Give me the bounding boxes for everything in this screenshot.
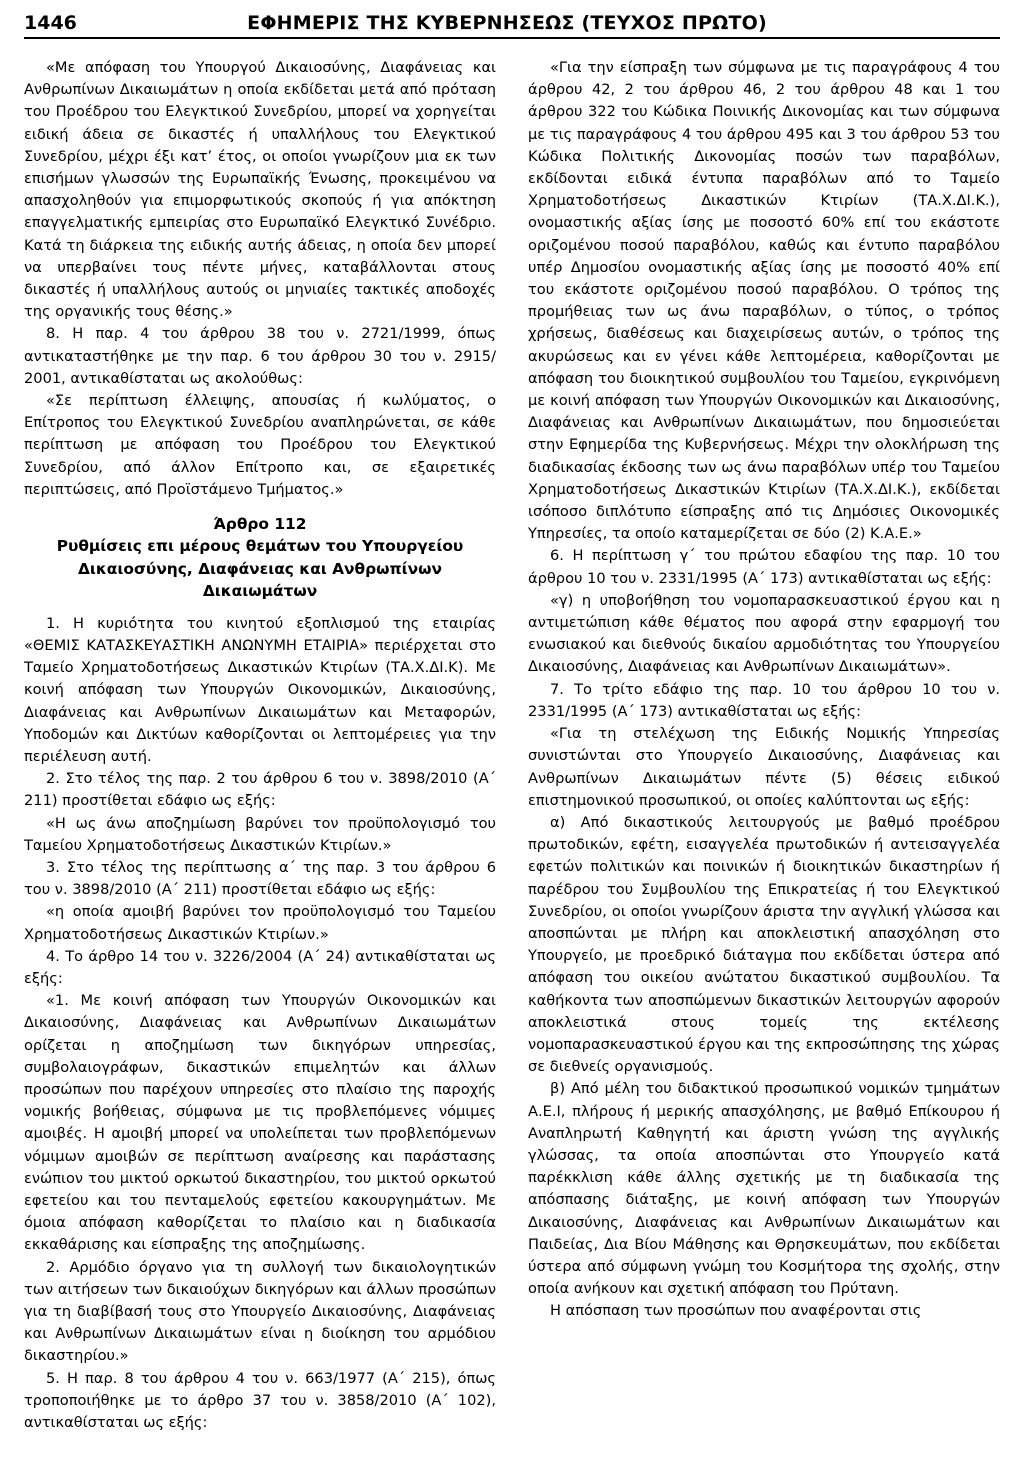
paragraph: 5. Η παρ. 8 του άρθρου 4 του ν. 663/1977 (Α΄ 215), όπως τροποποιήθηκε με το άρθρο 37 του ν. 3858/2010 (Α΄ 102), αντικαθίσταται ως εξής: [24, 1369, 496, 1431]
left-column [24, 57, 496, 1434]
paragraph: α) Από δικαστικούς λειτουργούς με βαθμό προέδρου πρωτοδικών, εφέτη, εισαγγελέα πρωτοδικών ή αντεισαγγελέα εφετών πολιτικών και ποινικών ή διοικητικών δικαστηρίων ή παρέδρου του Συμβουλίου της Επικρατείας ή του Ελεγκτικού Συνεδρίου, οι οποίοι γνωρίζουν άριστα την αγγλική γλώσσα και αποσπώνται με πλήρη και αποκλειστική απασχόληση στο Υπουργείο, με προεδρικό διάταγμα που εκδίδεται ύστερα από απόφαση του οικείου ανώτατου δικαστικού συμβουλίου. Τα καθήκοντα των αποσπώμενων δικαστικών λειτουργών αφορούν αποκλειστικά στους τομείς της εκτέλεσης νομοπαρασκευαστικού έργου και της εκπροσώπησης της χώρας σε διεθνείς οργανισμούς. [528, 813, 1000, 1076]
paragraph: 6. Η περίπτωση γ΄ του πρώτου εδαφίου της παρ. 10 του άρθρου 10 του ν. 2331/1995 (Α΄ 173) αντικαθίσταται ως εξής: [528, 547, 1000, 587]
right-column [528, 57, 1000, 1434]
page-header [24, 6, 1000, 39]
paragraph: 3. Στο τέλος της περίπτωσης α΄ της παρ. 3 του άρθρου 6 του ν. 3898/2010 (Α΄ 211) προστίθεται εδάφιο ως εξής: [24, 858, 496, 899]
paragraph: 2. Στο τέλος της παρ. 2 του άρθρου 6 του ν. 3898/2010 (Α΄ 211) προστίθεται εδάφιο ως εξής: [24, 770, 496, 810]
paragraph: «1. Με κοινή απόφαση των Υπουργών Οικονομικών και Δικαιοσύνης, Διαφάνειας και Ανθρωπίνων Δικαιωμάτων ορίζεται η αποζημίωση των δικηγόρων υπηρεσίας, συμβολαιογράφων, δικαστικών επιμελητών και άλλων προσώπων που παρέχουν υπηρεσίες στο πλαίσιο της παροχής νομικής βοήθειας, σύμφωνα με τις προβλεπόμενες νόμιμες αμοιβές. Η αμοιβή μπορεί να υπολείπεται των προβλεπόμενων νόμιμων αμοιβών σε περίπτωση αναίρεσης και παράστασης ενώπιον του μικτού ορκωτού δικαστηρίου, του μικτού ορκωτού εφετείου και του πενταμελούς εφετείου κακουργημάτων. Με όμοια απόφαση καθορίζεται το πλαίσιο και η διαδικασία εκκαθάρισης και είσπραξης της αποζημίωσης. [24, 992, 496, 1254]
paragraph: 4. Το άρθρο 14 του ν. 3226/2004 (Α΄ 24) αντικαθίσταται ως εξής: [24, 947, 496, 987]
paragraph: 8. Η παρ. 4 του άρθρου 38 του ν. 2721/1999, όπως αντικαταστήθηκε με την παρ. 6 του άρθρου 30 του ν. 2915/ 2001, αντικαθίσταται ως ακολούθως: [24, 325, 496, 387]
article-heading [24, 513, 496, 603]
paragraph: «Η ως άνω αποζημίωση βαρύνει τον προϋπολογισμό του Ταμείου Χρηματοδοτήσεως Δικαστικών Κτιρίων.» [24, 814, 496, 854]
paragraph: 7. Το τρίτο εδάφιο της παρ. 10 του άρθρου 10 του ν. 2331/1995 (Α΄ 173) αντικαθίσταται ως εξής: [528, 680, 1000, 720]
paragraph: «Για τη στελέχωση της Ειδικής Νομικής Υπηρεσίας συνιστώνται στο Υπουργείο Δικαιοσύνης, Διαφάνειας και Ανθρωπίνων Δικαιωμάτων πέντε (5) θέσεις ειδικού επιστημονικού προσωπικού, οι οποίες καλύπτονται ως εξής: [528, 725, 1000, 809]
paragraph: Η απόσπαση των προσώπων που αναφέρονται στις [550, 1302, 922, 1320]
article-title: Ρυθμίσεις επι μέρους θεμάτων του Υπουργείου Δικαιοσύνης, Διαφάνειας και Ανθρωπίνων Δικαιωμάτων [56, 537, 464, 601]
text-columns [24, 57, 1000, 1434]
paragraph: «η οποία αμοιβή βαρύνει τον προϋπολογισμό του Ταμείου Χρηματοδοτήσεως Δικαστικών Κτιρίων.» [24, 903, 496, 943]
article-number: Άρθρο 112 [213, 515, 307, 534]
paragraph: «γ) η υποβοήθηση του νομοπαρασκευαστικού έργου και η αντιμετώπιση κάθε θέματος που αφορά στην εφαρμογή του ενωσιακού και διεθνούς δικαίου αρμοδιότητας του Υπουργείου Δικαιοσύνης, Διαφάνειας και Ανθρωπίνων Δικαιωμάτων». [528, 591, 1000, 676]
page-number: 1446 [24, 12, 77, 34]
gazette-title: ΕΦΗΜΕΡΙΣ ΤΗΣ ΚΥΒΕΡΝΗΣΕΩΣ (ΤΕΥΧΟΣ ΠΡΩΤΟ) [247, 12, 767, 34]
paragraph: 1. Η κυριότητα του κινητού εξοπλισμού της εταιρίας «ΘΕΜΙΣ ΚΑΤΑΣΚΕΥΑΣΤΙΚΗ ΑΝΩΝΥΜΗ ΕΤΑΙΡΙΑ» περιέρχεται στο Ταμείο Χρηματοδοτήσεως Δικαστικών Κτιρίων (ΤΑ.Χ.ΔΙ.Κ). Με κοινή απόφαση των Υπουργών Οικονομικών, Δικαιοσύνης, Διαφάνειας και Ανθρωπίνων Δικαιωμάτων και Μεταφορών, Υποδομών και Δικτύων καθορίζονται οι λεπτομέρειες για την περιέλευση αυτή. [24, 614, 496, 765]
paragraph: «Για την είσπραξη των σύμφωνα με τις παραγράφους 4 του άρθρου 42, 2 του άρθρου 46, 2 του άρθρου 48 και 1 του άρθρου 322 του Κώδικα Ποινικής Δικονομίας και των σύμφωνα με τις παραγράφους 4 του άρθρου 495 και 3 του άρθρου 53 του Κώδικα Πολιτικής Δικονομίας ποσών των παραβόλων, εκδίδονται ειδικά έντυπα παραβόλων από το Ταμείο Χρηματοδοτήσεως Δικαστικών Κτιρίων (ΤΑ.Χ.ΔΙ.Κ.), ονομαστικής αξίας ίσης με ποσοστό 60% επί του εκάστοτε οριζομένου ποσού παραβόλου, καθώς και έντυπο παραβόλου υπέρ Δημοσίου ονομαστικής αξίας ίσης με ποσοστό 40% επί του εκάστοτε οριζομένου ποσού παραβόλου. Ο τρόπος της προμήθειας των ως άνω παραβόλων, ο τύπος, ο τρόπος χρήσεως, διαθέσεως και διαχειρίσεως αυτών, ο τρόπος της ακυρώσεως και εν γένει κάθε λεπτομέρεια, καθορίζονται με απόφαση του διοικητικού συμβουλίου του Ταμείου, εγκρινόμενη με κοινή απόφαση των Υπουργών Οικονομικών και Δικαιοσύνης, Διαφάνειας και Ανθρωπίνων Δικαιωμάτων, που δημοσιεύεται στην Εφημερίδα της Κυβερνήσεως. Μέχρι την ολοκλήρωση της διαδικασίας έκδοσης των ως άνω παραβόλων υπέρ του Ταμείου Χρηματοδοτήσεως Δικαστικών Κτιρίων (ΤΑ.Χ.ΔΙ.Κ.), εκδίδεται ισόποσο διπλότυπο είσπραξης από τις Δημόσιες Οικονομικές Υπηρεσίες, τα οποίο καταμερίζεται σε δύο (2) Κ.Α.Ε.» [528, 59, 1000, 543]
paragraph: β) Από μέλη του διδακτικού προσωπικού νομικών τμημάτων Α.Ε.Ι, πλήρους ή μερικής απασχόλησης, με βαθμό Επίκουρου ή Αναπληρωτή Καθηγητή και άριστη γνώση της αγγλικής γλώσσας, τα οποία αποσπώνται στο Υπουργείο κατά παρέκκλιση κάθε άλλης σχετικής με τη διαδικασία της απόσπασης διάταξης, με κοινή απόφαση των Υπουργών Δικαιοσύνης, Διαφάνειας και Ανθρωπίνων Δικαιωμάτων και Παιδείας, Δια Βίου Μάθησης και Θρησκευμάτων, που εκδίδεται ύστερα από σύμφωνη γνώμη του Κοσμήτορα της σχολής, στην οποία ανήκουν και σχετική απόφαση του Πρύτανη. [528, 1080, 1000, 1298]
paragraph: 2. Αρμόδιο όργανο για τη συλλογή των δικαιολογητικών των αιτήσεων των δικαιούχων δικηγόρων και άλλων προσώπων για τη διαβίβασή τους στο Υπουργείο Δικαιοσύνης, Διαφάνειας και Ανθρωπίνων Δικαιωμάτων είναι η διοίκηση του αρμόδιου δικαστηρίου.» [24, 1258, 496, 1365]
paragraph: «Σε περίπτωση έλλειψης, απουσίας ή κωλύματος, ο Επίτροπος του Ελεγκτικού Συνεδρίου αναπληρώνεται, σε κάθε περίπτωση με απόφαση του Προέδρου του Ελεγκτικού Συνεδρίου, από άλλον Επίτροπο και, σε εξαιρετικές περιπτώσεις, από Προϊστάμενο Τμήματος.» [24, 392, 496, 498]
paragraph: «Με απόφαση του Υπουργού Δικαιοσύνης, Διαφάνειας και Ανθρωπίνων Δικαιωμάτων η οποία εκδίδεται μετά από πρόταση του Προέδρου του Ελεγκτικού Συνεδρίου, μπορεί να χορηγείται ειδική άδεια σε δικαστές ή υπαλλήλους του Ελεγκτικού Συνεδρίου, μέχρι έξι κατ’ έτος, οι οποίοι γνωρίζουν μια εκ των επισήμων γλωσσών της Ευρωπαϊκής Ένωσης, προκειμένου να απασχοληθούν για επιμορφωτικούς σκοπούς ή για απόκτηση επαγγελματικής εμπειρίας στο Ευρωπαϊκό Ελεγκτικό Συνέδριο. Κατά τη διάρκεια της ειδικής αυτής άδειας, η οποία δεν μπορεί να υπερβαίνει τους πέντε μήνες, καταβάλλονται στους δικαστές ή υπαλλήλους αυτούς οι μηνιαίες τακτικές αποδοχές της οργανικής τους θέσης.» [24, 59, 496, 321]
